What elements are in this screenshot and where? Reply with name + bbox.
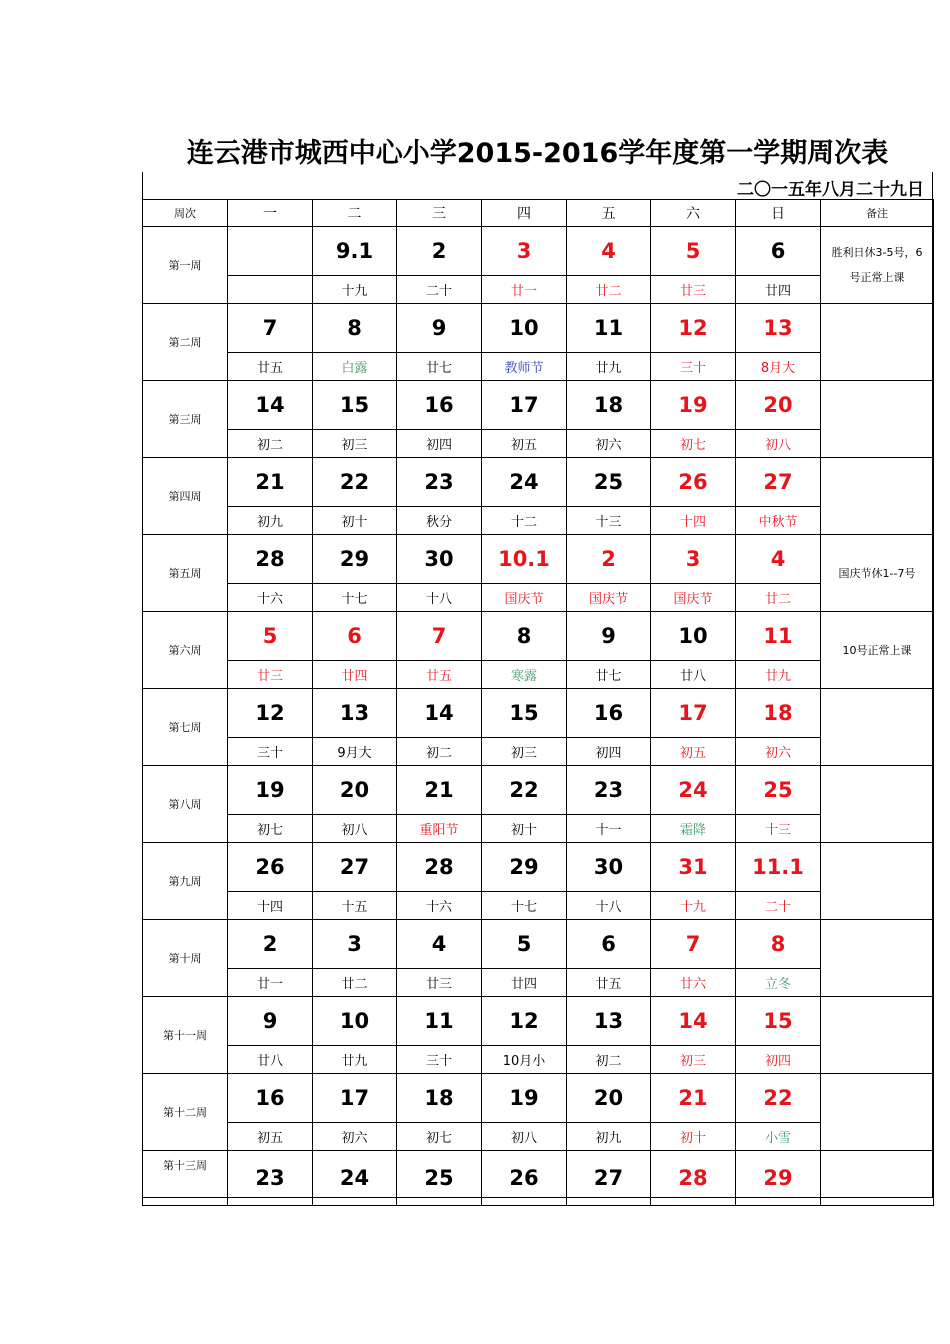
day-number: 7 (228, 304, 313, 353)
lunar-label: 初五 (651, 738, 736, 766)
lunar-label: 初七 (228, 815, 313, 843)
lunar-label: 秋分 (397, 507, 482, 535)
lunar-label: 廿三 (651, 276, 736, 304)
week-label: 第七周 (143, 689, 228, 766)
day-number: 6 (736, 227, 821, 276)
lunar-row (143, 1123, 934, 1151)
lunar-label: 初三 (313, 430, 397, 458)
lunar-label: 初八 (313, 815, 397, 843)
day-number: 25 (736, 766, 821, 815)
lunar-label: 廿五 (228, 353, 313, 381)
week-note (821, 766, 934, 843)
day-number: 7 (651, 920, 736, 969)
lunar-label: 三十 (651, 353, 736, 381)
lunar-label: 廿二 (313, 969, 397, 997)
day-number: 29 (313, 535, 397, 584)
week-label: 第五周 (143, 535, 228, 612)
day-number: 14 (651, 997, 736, 1046)
day-number: 28 (397, 843, 482, 892)
day-number: 22 (736, 1074, 821, 1123)
lunar-label: 廿一 (228, 969, 313, 997)
lunar-label: 初六 (567, 430, 651, 458)
date-line: 二〇一五年八月二十九日 (737, 180, 924, 200)
day-number: 8 (313, 304, 397, 353)
day-number: 9 (228, 997, 313, 1046)
lunar-label: 廿三 (228, 661, 313, 689)
week-row (143, 535, 934, 584)
lunar-label: 中秋节 (736, 507, 821, 535)
day-number: 27 (736, 458, 821, 507)
day-number: 21 (397, 766, 482, 815)
lunar-label: 立冬 (736, 969, 821, 997)
lunar-label: 8月大 (736, 353, 821, 381)
lunar-label: 重阳节 (397, 815, 482, 843)
lunar-row (143, 276, 934, 304)
day-number: 21 (228, 458, 313, 507)
week-note: 胜利日休3-5号，6号正常上课 (821, 227, 934, 304)
day-number: 10 (313, 997, 397, 1046)
day-number: 8 (482, 612, 567, 661)
week-label: 第二周 (143, 304, 228, 381)
day-number: 18 (397, 1074, 482, 1123)
day-number: 25 (567, 458, 651, 507)
day-number: 5 (228, 612, 313, 661)
day-number: 17 (482, 381, 567, 430)
day-number: 5 (482, 920, 567, 969)
day-number: 26 (651, 458, 736, 507)
day-number: 4 (736, 535, 821, 584)
day-number: 23 (228, 1151, 313, 1206)
week-label: 第六周 (143, 612, 228, 689)
day-number: 14 (397, 689, 482, 738)
lunar-label: 10月小 (482, 1046, 567, 1074)
day-number: 20 (736, 381, 821, 430)
lunar-label: 廿九 (313, 1046, 397, 1074)
header-wed: 三 (397, 200, 482, 227)
lunar-label: 白露 (313, 353, 397, 381)
day-number: 15 (482, 689, 567, 738)
lunar-label: 廿二 (736, 584, 821, 612)
week-note (821, 458, 934, 535)
day-number: 19 (482, 1074, 567, 1123)
header-tue: 二 (313, 200, 397, 227)
week-label: 第十二周 (143, 1074, 228, 1151)
lunar-label: 国庆节 (482, 584, 567, 612)
day-number: 10 (482, 304, 567, 353)
lunar-label: 十三 (736, 815, 821, 843)
day-number: 19 (651, 381, 736, 430)
lunar-label: 十六 (397, 892, 482, 920)
lunar-label: 廿二 (567, 276, 651, 304)
day-number: 24 (482, 458, 567, 507)
week-row (143, 304, 934, 353)
day-number: 27 (567, 1151, 651, 1206)
day-number: 22 (313, 458, 397, 507)
lunar-label: 初六 (736, 738, 821, 766)
day-number: 23 (567, 766, 651, 815)
lunar-label: 二十 (736, 892, 821, 920)
day-number: 6 (567, 920, 651, 969)
week-label: 第十一周 (143, 997, 228, 1074)
lunar-row (143, 584, 934, 612)
lunar-label: 二十 (397, 276, 482, 304)
lunar-row (143, 430, 934, 458)
lunar-label: 廿四 (736, 276, 821, 304)
week-label: 第四周 (143, 458, 228, 535)
day-number: 2 (567, 535, 651, 584)
day-number: 11 (397, 997, 482, 1046)
day-number: 14 (228, 381, 313, 430)
day-number: 2 (228, 920, 313, 969)
lunar-label: 初七 (651, 430, 736, 458)
lunar-row (143, 892, 934, 920)
day-number: 13 (567, 997, 651, 1046)
lunar-label: 霜降 (651, 815, 736, 843)
week-row (143, 997, 934, 1046)
week-row (143, 381, 934, 430)
day-number: 20 (313, 766, 397, 815)
day-number: 29 (482, 843, 567, 892)
lunar-label: 国庆节 (567, 584, 651, 612)
day-number: 3 (313, 920, 397, 969)
day-number: 16 (567, 689, 651, 738)
day-number: 24 (313, 1151, 397, 1206)
week-note (821, 843, 934, 920)
header-sun: 日 (736, 200, 821, 227)
day-number: 22 (482, 766, 567, 815)
lunar-row (143, 738, 934, 766)
day-number: 24 (651, 766, 736, 815)
lunar-label: 初八 (482, 1123, 567, 1151)
day-number: 15 (313, 381, 397, 430)
day-number: 25 (397, 1151, 482, 1206)
day-number: 7 (397, 612, 482, 661)
lunar-label: 十八 (567, 892, 651, 920)
day-number: 18 (567, 381, 651, 430)
lunar-label: 初四 (397, 430, 482, 458)
header-notes: 备注 (821, 200, 934, 227)
week-label: 第十周 (143, 920, 228, 997)
day-number: 12 (651, 304, 736, 353)
lunar-label: 十七 (482, 892, 567, 920)
day-number: 10.1 (482, 535, 567, 584)
week-note (821, 381, 934, 458)
day-number (228, 227, 313, 276)
lunar-label: 初二 (567, 1046, 651, 1074)
week-row (143, 689, 934, 738)
week-row (143, 1074, 934, 1123)
day-number: 27 (313, 843, 397, 892)
lunar-label: 十五 (313, 892, 397, 920)
day-number: 23 (397, 458, 482, 507)
lunar-label: 初四 (567, 738, 651, 766)
week-row (143, 843, 934, 892)
lunar-label: 十二 (482, 507, 567, 535)
lunar-row (143, 969, 934, 997)
lunar-label (228, 276, 313, 304)
day-number: 10 (651, 612, 736, 661)
lunar-label: 十三 (567, 507, 651, 535)
lunar-label: 廿四 (313, 661, 397, 689)
lunar-label: 初五 (482, 430, 567, 458)
week-note (821, 1074, 934, 1151)
lunar-label: 教师节 (482, 353, 567, 381)
lunar-label: 初四 (736, 1046, 821, 1074)
lunar-label: 初五 (228, 1123, 313, 1151)
lunar-label: 初六 (313, 1123, 397, 1151)
day-number: 28 (228, 535, 313, 584)
lunar-label: 十九 (651, 892, 736, 920)
week-row (143, 1151, 934, 1206)
lunar-label: 十四 (651, 507, 736, 535)
week-row (143, 920, 934, 969)
day-number: 18 (736, 689, 821, 738)
week-table (142, 199, 934, 1206)
lunar-label: 廿三 (397, 969, 482, 997)
lunar-label: 十七 (313, 584, 397, 612)
week-note (821, 304, 934, 381)
day-number: 13 (736, 304, 821, 353)
week-label: 第十三周 (143, 1151, 228, 1206)
header-fri: 五 (567, 200, 651, 227)
day-number: 16 (228, 1074, 313, 1123)
lunar-label: 小雪 (736, 1123, 821, 1151)
day-number: 26 (228, 843, 313, 892)
day-number: 31 (651, 843, 736, 892)
week-row (143, 227, 934, 276)
day-number: 6 (313, 612, 397, 661)
day-number: 9 (567, 612, 651, 661)
lunar-label: 三十 (228, 738, 313, 766)
day-number: 17 (651, 689, 736, 738)
day-number: 29 (736, 1151, 821, 1206)
day-number: 30 (397, 535, 482, 584)
day-number: 16 (397, 381, 482, 430)
day-number: 21 (651, 1074, 736, 1123)
lunar-label: 初九 (567, 1123, 651, 1151)
lunar-label: 廿八 (651, 661, 736, 689)
lunar-label: 国庆节 (651, 584, 736, 612)
lunar-label: 十四 (228, 892, 313, 920)
day-number: 28 (651, 1151, 736, 1206)
lunar-label: 十八 (397, 584, 482, 612)
lunar-label: 十一 (567, 815, 651, 843)
lunar-label: 廿九 (567, 353, 651, 381)
week-note: 国庆节休1--7号 (821, 535, 934, 612)
lunar-label: 9月大 (313, 738, 397, 766)
lunar-row (143, 815, 934, 843)
day-number: 3 (651, 535, 736, 584)
lunar-label: 十九 (313, 276, 397, 304)
lunar-row (143, 1046, 934, 1074)
lunar-label: 初七 (397, 1123, 482, 1151)
lunar-label: 初三 (482, 738, 567, 766)
week-note (821, 1151, 934, 1206)
header-mon: 一 (228, 200, 313, 227)
page-title: 连云港市城西中心小学2015-2016学年度第一学期周次表 (186, 138, 889, 169)
lunar-label: 三十 (397, 1046, 482, 1074)
day-number: 20 (567, 1074, 651, 1123)
week-note (821, 689, 934, 766)
day-number: 12 (482, 997, 567, 1046)
day-number: 4 (567, 227, 651, 276)
day-number: 19 (228, 766, 313, 815)
lunar-label: 初十 (482, 815, 567, 843)
week-row (143, 612, 934, 661)
lunar-row (143, 507, 934, 535)
lunar-label: 初二 (397, 738, 482, 766)
week-note (821, 997, 934, 1074)
day-number: 9.1 (313, 227, 397, 276)
lunar-label: 廿六 (651, 969, 736, 997)
lunar-label: 廿四 (482, 969, 567, 997)
day-number: 4 (397, 920, 482, 969)
day-number: 11 (736, 612, 821, 661)
day-number: 15 (736, 997, 821, 1046)
day-number: 17 (313, 1074, 397, 1123)
lunar-label: 初十 (313, 507, 397, 535)
week-row (143, 458, 934, 507)
week-label: 第八周 (143, 766, 228, 843)
lunar-label: 廿七 (397, 353, 482, 381)
lunar-label: 初九 (228, 507, 313, 535)
lunar-label: 寒露 (482, 661, 567, 689)
day-number: 2 (397, 227, 482, 276)
lunar-label: 初十 (651, 1123, 736, 1151)
lunar-label: 十六 (228, 584, 313, 612)
day-number: 26 (482, 1151, 567, 1206)
header-sat: 六 (651, 200, 736, 227)
header-row (143, 200, 934, 227)
lunar-label: 廿八 (228, 1046, 313, 1074)
week-note: 10号正常上课 (821, 612, 934, 689)
day-number: 12 (228, 689, 313, 738)
week-label: 第三周 (143, 381, 228, 458)
day-number: 8 (736, 920, 821, 969)
lunar-label: 廿九 (736, 661, 821, 689)
lunar-label: 廿七 (567, 661, 651, 689)
week-note (821, 920, 934, 997)
week-label: 第一周 (143, 227, 228, 304)
lunar-row (143, 661, 934, 689)
lunar-label: 初二 (228, 430, 313, 458)
day-number: 30 (567, 843, 651, 892)
lunar-label: 廿一 (482, 276, 567, 304)
lunar-label: 廿五 (567, 969, 651, 997)
day-number: 11 (567, 304, 651, 353)
day-number: 9 (397, 304, 482, 353)
lunar-label: 廿五 (397, 661, 482, 689)
day-number: 3 (482, 227, 567, 276)
header-week: 周次 (143, 200, 228, 227)
day-number: 5 (651, 227, 736, 276)
lunar-row (143, 353, 934, 381)
week-row (143, 766, 934, 815)
lunar-label: 初八 (736, 430, 821, 458)
week-label: 第九周 (143, 843, 228, 920)
header-thu: 四 (482, 200, 567, 227)
day-number: 13 (313, 689, 397, 738)
day-number: 11.1 (736, 843, 821, 892)
lunar-label: 初三 (651, 1046, 736, 1074)
